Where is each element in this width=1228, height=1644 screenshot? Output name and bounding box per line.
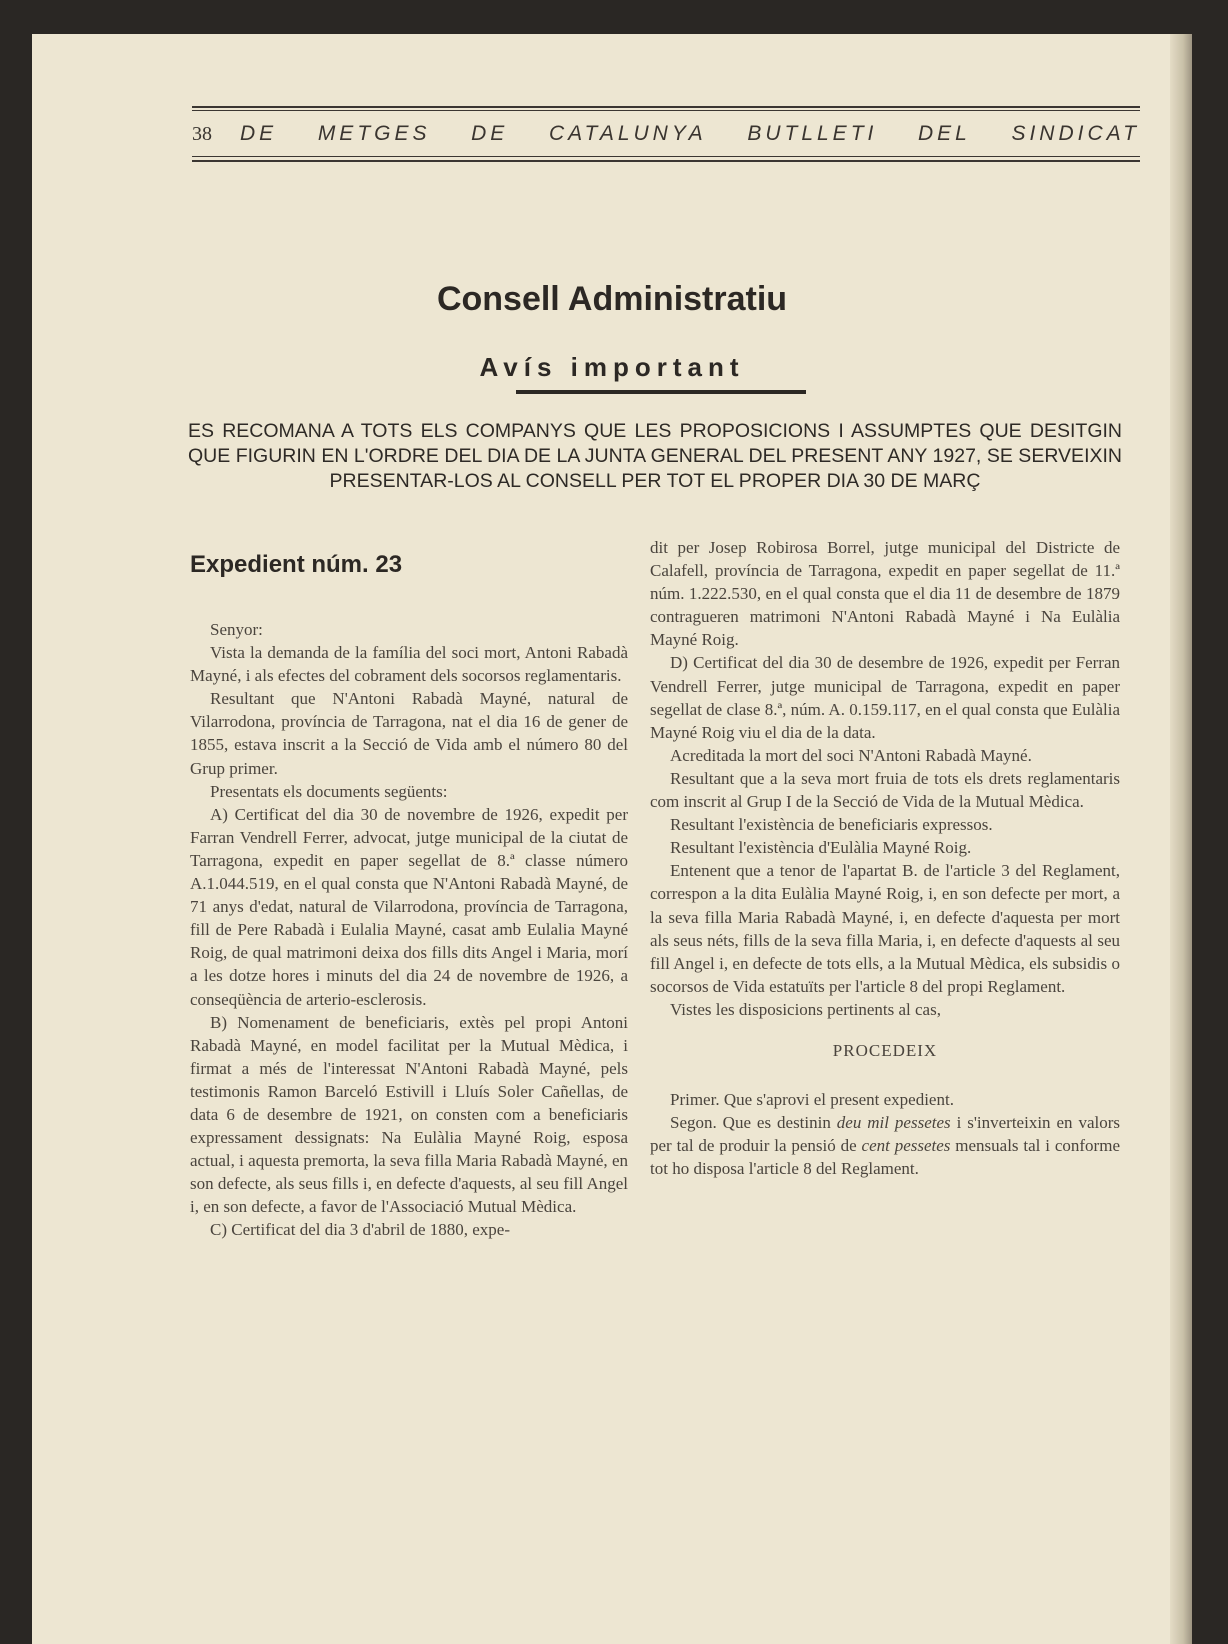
right-column	[650, 536, 1120, 1180]
paragraph: Senyor:	[210, 620, 263, 639]
paragraph: Acreditada la mort del soci N'Antoni Rabadà Mayné.	[670, 745, 1032, 765]
paragraph: dit per Josep Robirosa Borrel, jutge municipal del Districte de Calafell, província de Tarragona, expedit en paper segellat de 11.ª núm. 1.222.530, en el qual consta que el dia 11 de desembre de 1879 contragueren matrimoni N'Antoni Rabadà Mayné i Na Eulàlia Mayné Roig.	[650, 538, 1120, 650]
resolution-second-text: Segon. Que es destinin	[670, 1113, 837, 1133]
paragraph: Resultant que a la seva mort fruia de tots els drets reglamentaris com inscrit al Grup I de la Secció de Vida de la Mutual Mèdica.	[650, 768, 1120, 812]
important-notice: ES RECOMANA A TOTS ELS COMPANYS QUE LES PROPOSICIONS I ASSUMPTES QUE DESITGIN QUE FIGURIN EN L'ORDRE DEL DIA DE LA JUNTA GENERAL DEL PRESENT ANY 1927, SE SERVEIXIN PRESENTAR-LOS AL CONSELL PER TOT EL PROPER DIA 30 DE MARÇ	[188, 420, 1122, 492]
article-subtitle: Avís important	[479, 352, 745, 382]
paragraph: Presentats els documents següents:	[210, 781, 448, 801]
journal-page	[32, 34, 1192, 1644]
paragraph: Entenent que a tenor de l'apartat B. de l'article 3 del Reglament, correspon a la dita Eulàlia Mayné Roig, i, en son defecte per mort, a la seva filla Maria Rabadà Mayné, i, en defecte d'aquesta per mort als seus néts, fills de la seva filla Maria, i, en defecte d'aquests al seu fill Angel i, en defecte de tots ells, a la Mutual Mèdica, els subsidis o socorsos de Vida estatuïts per l'article 8 del propi Reglament.	[650, 861, 1120, 996]
running-title-word: METGES	[317, 122, 431, 145]
paragraph: Vistes les disposicions pertinents al cas,	[670, 999, 941, 1019]
resolution-first: Primer. Que s'aprovi el present expedient.	[670, 1090, 954, 1110]
header-rule-top	[192, 106, 1140, 108]
running-header	[192, 114, 1140, 154]
expedient-heading: Expedient núm. 23	[190, 551, 403, 578]
resolution-second-text: mensuals tal i conforme tot ho disposa l'article 8 del Reglament.	[650, 1136, 1120, 1179]
running-title	[240, 122, 1140, 146]
paragraph: Resultant l'existència de beneficiaris expressos.	[670, 815, 993, 835]
paragraph: Resultant que N'Antoni Rabadà Mayné, natural de Vilarrodona, província de Tarragona, nat el dia 16 de gener de 1855, estava inscrit a la Secció de Vida amb el número 80 del Grup primer.	[190, 689, 628, 778]
header-rule-bottom	[192, 160, 1140, 162]
header-rule-top-thin	[192, 110, 1140, 111]
procedeix-heading: PROCEDEIX	[832, 1040, 938, 1060]
running-title-word: SINDICAT	[1011, 122, 1140, 145]
running-title-word: BUTLLETI	[747, 122, 878, 145]
running-title-word: DEL	[917, 122, 971, 145]
page-edge-shadow	[1170, 34, 1192, 1644]
paragraph: D) Certificat del dia 30 de desembre de 1926, expedit per Ferran Vendrell Ferrer, jutge municipal de Tarragona, expedit en paper segellat de clase 8.ª, núm. A. 0.159.117, en el qual consta que Eulàlia Mayné Roig viu el dia de la data.	[650, 653, 1121, 742]
running-title-word: DE	[240, 122, 278, 145]
amount-capital: deu mil pessetes	[836, 1113, 951, 1133]
paragraph: Vista la demanda de la família del soci mort, Antoni Rabadà Mayné, i als efectes del cobrament dels socorsos reglamentaris.	[190, 643, 628, 686]
paragraph: B) Nomenament de beneficiaris, extès pel propi Antoni Rabadà Mayné, en model facilitat per la Mutual Mèdica, i firmat a més de l'interessat N'Antoni Rabadà Mayné, pels testimonis Ramon Barceló Estivill i Lluís Soler Cañellas, de data 6 de desembre de 1921, on consten com a beneficiaris expressament dessignats: Na Eulàlia Mayné Roig, esposa actual, i aquesta premorta, la seva filla Maria Rabadà Mayné, en son defecte, als seus fills i, en defecte d'aquests, al seu fill Angel i, en son defecte, a favor de l'Associació Mutual Mèdica.	[190, 1012, 628, 1217]
page-number: 38	[192, 122, 212, 145]
header-rule-bottom-thin	[192, 156, 1140, 157]
paragraph: Resultant l'existència d'Eulàlia Mayné Roig.	[670, 838, 972, 858]
resolution-second-text: i s'inverteixin en valors per tal de produir la pensió de	[650, 1113, 1120, 1156]
running-title-word: CATALUNYA	[548, 122, 707, 145]
resolution-second	[650, 1111, 1120, 1180]
amount-pension: cent pessetes	[861, 1136, 951, 1156]
paragraph: A) Certificat del dia 30 de novembre de 1926, expedit per Farran Vendrell Ferrer, advocat, jutge municipal de la ciutat de Tarragona, expedit en paper segellat de 8.ª classe número A.1.044.519, en el qual consta que N'Antoni Rabadà Mayné, de 71 anys d'edat, natural de Vilarrodona, província de Tarragona, fill de Pere Rabadà i Eulalia Mayné, casat amb Eulalia Mayné Roig, de qual matrimoni deixa dos fills dits Angel i Maria, morí a les dotze hores i minuts del dia 24 de novembre de 1926, a conseqüència de arterio-esclerosis.	[190, 804, 628, 1009]
left-column	[190, 550, 628, 1242]
running-title-word: DE	[471, 122, 509, 145]
subtitle-underline	[516, 390, 806, 394]
paragraph: C) Certificat del dia 3 d'abril de 1880, expe-	[210, 1220, 510, 1240]
article-title: Consell Administratiu	[436, 280, 788, 318]
